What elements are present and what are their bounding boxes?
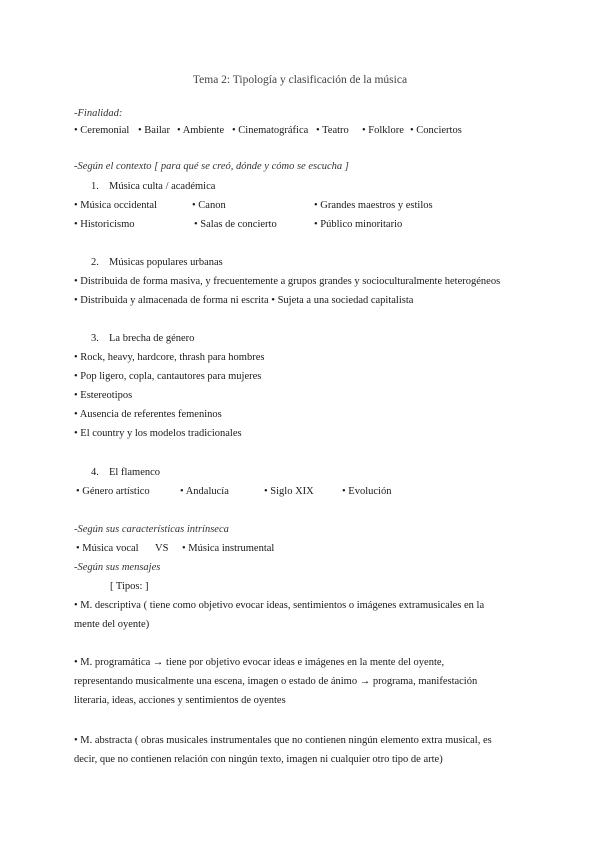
list-item: • Conciertos bbox=[410, 125, 462, 136]
paragraph-line: decir, que no contienen relación con ningún texto, imagen ni cualquier otro tipo de arte) bbox=[74, 754, 443, 765]
list-item: • Salas de concierto bbox=[194, 219, 277, 230]
list-item: • Estereotipos bbox=[74, 390, 133, 401]
paragraph-line: • M. abstracta ( obras musicales instrumentales que no contienen ningún elemento extra musical, es bbox=[74, 735, 492, 746]
list-item: • Grandes maestros y estilos bbox=[314, 200, 433, 211]
contexto-heading: -Según el contexto [ para qué se creó, dónde y cómo se escucha ] bbox=[74, 161, 349, 172]
list-item: • Música occidental bbox=[74, 200, 157, 211]
section-2-number: 2. bbox=[91, 257, 99, 268]
section-2-title: Músicas populares urbanas bbox=[109, 257, 223, 268]
list-item: • Público minoritario bbox=[314, 219, 403, 230]
paragraph-line: representando musicalmente una escena, imagen o estado de ánimo → programa, manifestación bbox=[74, 676, 478, 687]
paragraph-line: • M. programática → tiene por objetivo evocar ideas e imágenes en la mente del oyente, bbox=[74, 657, 445, 668]
list-item: • Distribuida de forma masiva, y frecuentemente a grupos grandes y socioculturalmente heterogéneos bbox=[74, 276, 501, 287]
section-1-number: 1. bbox=[91, 181, 99, 192]
list-item: • Género artístico bbox=[76, 486, 150, 497]
list-item: • Rock, heavy, hardcore, thrash para hombres bbox=[74, 352, 265, 363]
section-3-title: La brecha de género bbox=[109, 333, 195, 344]
tipos-label: [ Tipos: ] bbox=[110, 581, 149, 592]
list-item: • Teatro bbox=[316, 125, 349, 136]
list-item: • Distribuida y almacenada de forma ni escrita • Sujeta a una sociedad capitalista bbox=[74, 295, 414, 306]
section-4-number: 4. bbox=[91, 467, 99, 478]
list-item: • Siglo XIX bbox=[264, 486, 314, 497]
paragraph-line: literaria, ideas, acciones y sentimientos de oyentes bbox=[74, 695, 286, 706]
page-title: Tema 2: Tipología y clasificación de la música bbox=[192, 74, 408, 86]
list-item: • Ausencia de referentes femeninos bbox=[74, 409, 222, 420]
list-item: • Ceremonial bbox=[74, 125, 130, 136]
list-item: • Ambiente bbox=[177, 125, 225, 136]
section-1-title: Música culta / académica bbox=[109, 181, 216, 192]
finalidad-heading: -Finalidad: bbox=[74, 108, 123, 119]
section-3-number: 3. bbox=[91, 333, 99, 344]
list-item: • Bailar bbox=[138, 125, 170, 136]
list-item: • Pop ligero, copla, cantautores para mujeres bbox=[74, 371, 262, 382]
caracteristicas-heading: -Según sus características intrínseca bbox=[74, 524, 229, 535]
list-item: • Evolución bbox=[342, 486, 392, 497]
mensajes-heading: -Según sus mensajes bbox=[74, 562, 161, 573]
list-item: • Cinematográfica bbox=[232, 125, 309, 136]
list-item: • Música vocal bbox=[76, 543, 139, 554]
list-item: • Andalucía bbox=[180, 486, 229, 497]
list-item: • El country y los modelos tradicionales bbox=[74, 428, 242, 439]
paragraph-line: mente del oyente) bbox=[74, 619, 150, 630]
section-4-title: El flamenco bbox=[109, 467, 161, 478]
vs-label: VS bbox=[155, 543, 169, 554]
list-item: • Folklore bbox=[362, 125, 404, 136]
list-item: • Historicismo bbox=[74, 219, 135, 230]
list-item: • Música instrumental bbox=[182, 543, 275, 554]
paragraph-line: • M. descriptiva ( tiene como objetivo evocar ideas, sentimientos o imágenes extramusicales en la bbox=[74, 600, 485, 611]
list-item: • Canon bbox=[192, 200, 226, 211]
